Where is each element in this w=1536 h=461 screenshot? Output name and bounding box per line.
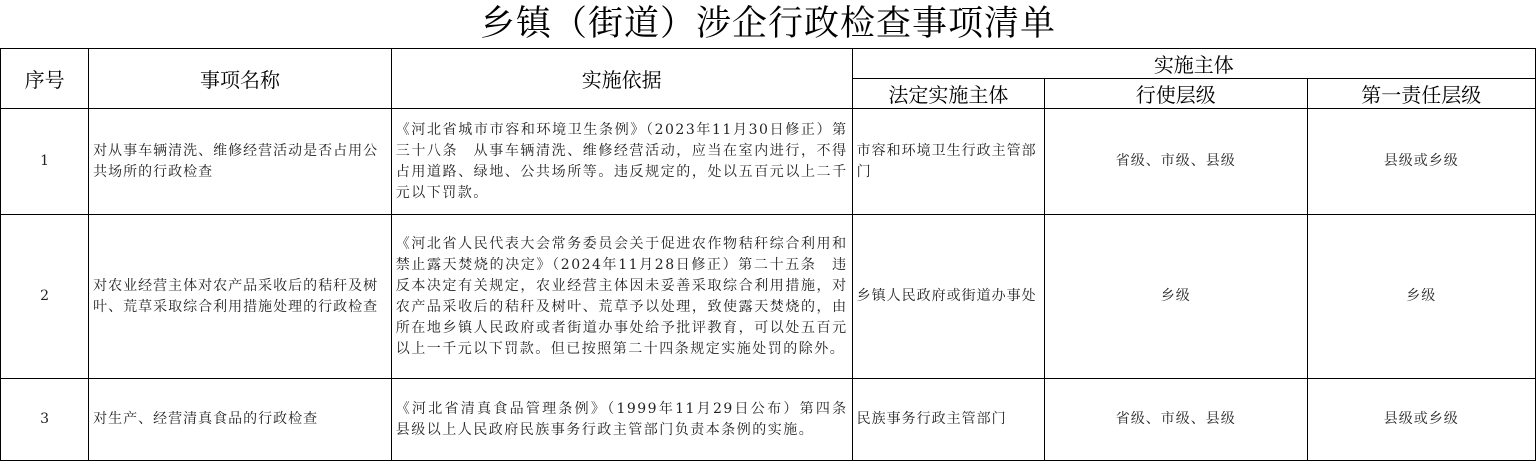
cell-first-resp-level: 乡级 (1307, 215, 1535, 379)
header-row-1 (1, 49, 1536, 79)
cell-basis: 《河北省清真食品管理条例》（1999年11月29日公布）第四条 县级以上人民政府民族事务行政主管部门负责本条例的实施。 (391, 379, 852, 461)
header-seq: 序号 (1, 49, 89, 109)
cell-basis: 《河北省城市市容和环境卫生条例》（2023年11月30日修正）第三十八条 从事车辆清洗、维修经营活动，应当在室内进行，不得占用道路、绿地、公共场所等。违反规定的，处以五百元以上二千元以下罚款。 (391, 109, 852, 215)
cell-legal-subject: 乡镇人民政府或街道办事处 (852, 215, 1044, 379)
cell-seq: 1 (1, 109, 89, 215)
cell-legal-subject: 民族事务行政主管部门 (852, 379, 1044, 461)
page-title: 乡镇（街道）涉企行政检查事项清单 (479, 4, 1056, 44)
header-legal-subject: 法定实施主体 (852, 79, 1044, 109)
table-row (1, 379, 1536, 461)
cell-basis: 《河北省人民代表大会常务委员会关于促进农作物秸秆综合利用和禁止露天焚烧的决定》（2024年11月28日修正）第二十五条 违反本决定有关规定，农业经营主体因未妥善采取综合利用措施，对农产品采收后的秸秆及树叶、荒草予以处理，致使露天焚烧的，由所在地乡镇人民政府或者街道办事处给予批评教育，可以处五百元以上一千元以下罚款。但已按照第二十四条规定实施处罚的除外。 (391, 215, 852, 379)
header-exercise-level: 行使层级 (1045, 79, 1308, 109)
table-row (1, 109, 1536, 215)
cell-item-name: 对农业经营主体对农产品采收后的秸秆及树叶、荒草采取综合利用措施处理的行政检查 (89, 215, 392, 379)
cell-exercise-level: 省级、市级、县级 (1045, 379, 1308, 461)
cell-first-resp-level: 县级或乡级 (1307, 109, 1535, 215)
inspection-items-table (0, 48, 1536, 461)
table-row (1, 215, 1536, 379)
header-first-resp-level: 第一责任层级 (1307, 79, 1535, 109)
cell-legal-subject: 市容和环境卫生行政主管部门 (852, 109, 1044, 215)
cell-exercise-level: 乡级 (1045, 215, 1308, 379)
cell-item-name: 对从事车辆清洗、维修经营活动是否占用公共场所的行政检查 (89, 109, 392, 215)
cell-exercise-level: 省级、市级、县级 (1045, 109, 1308, 215)
cell-seq: 3 (1, 379, 89, 461)
header-item-name: 事项名称 (89, 49, 392, 109)
cell-first-resp-level: 县级或乡级 (1307, 379, 1535, 461)
cell-seq: 2 (1, 215, 89, 379)
cell-item-name: 对生产、经营清真食品的行政检查 (89, 379, 392, 461)
header-basis: 实施依据 (391, 49, 852, 109)
header-subject-group: 实施主体 (852, 49, 1535, 79)
